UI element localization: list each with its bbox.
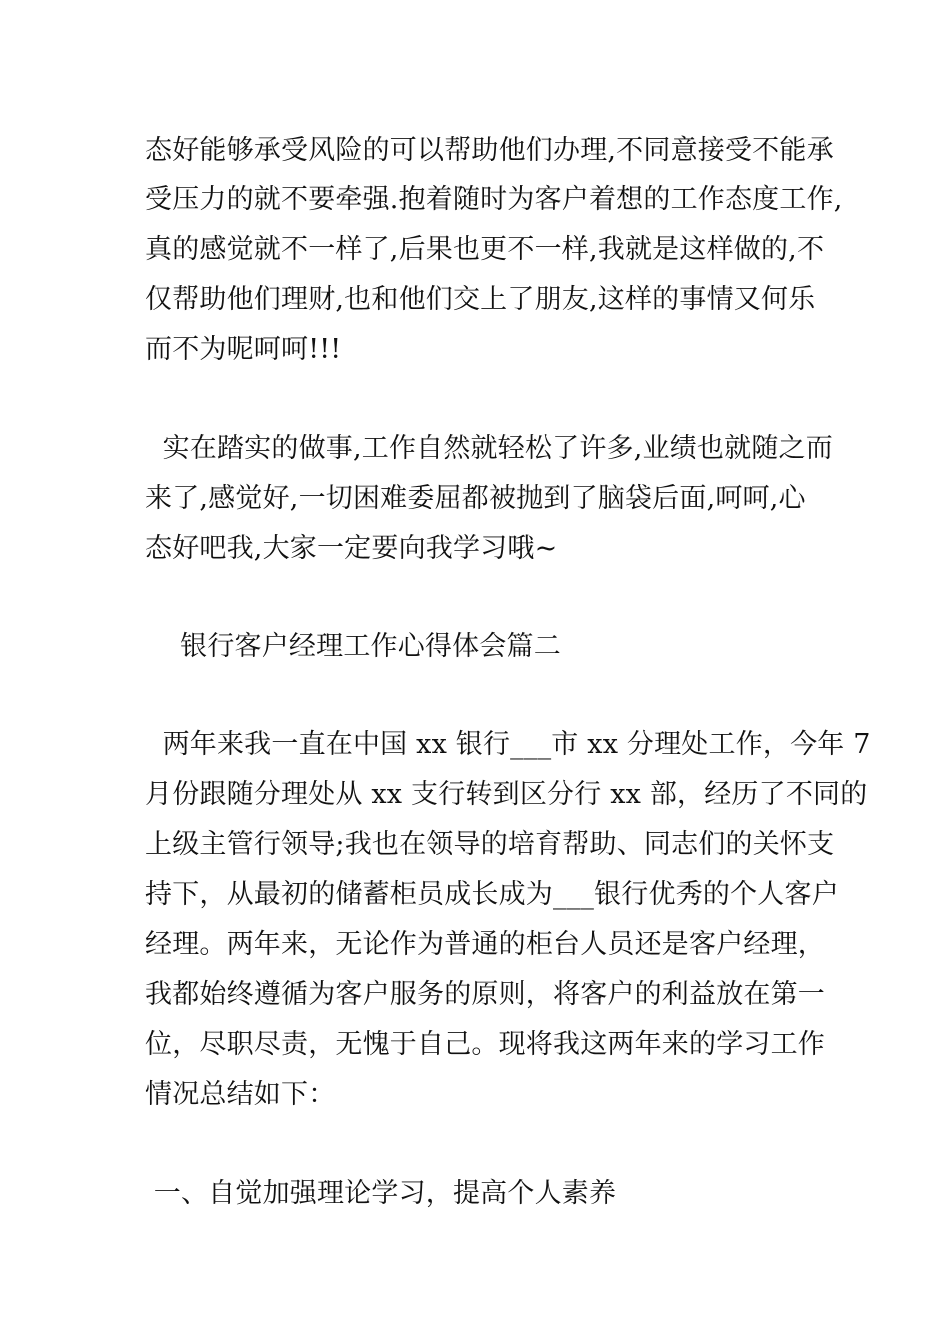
text-line: 仅帮助他们理财,也和他们交上了朋友,这样的事情又何乐 (145, 284, 816, 315)
text-line: 经理。两年来，无论作为普通的柜台人员还是客户经理， (145, 929, 825, 960)
text-line: 两年来我一直在中国 xx 银行___市 xx 分理处工作，今年 7 (145, 729, 871, 760)
text-line: 来了,感觉好,一切困难委屈都被抛到了脑袋后面,呵呵,心 (145, 483, 806, 514)
text-line: 态好吧我,大家一定要向我学习哦~ (145, 533, 558, 564)
text-line: 态好能够承受风险的可以帮助他们办理,不同意接受不能承 (145, 135, 834, 166)
text-line: 我都始终遵循为客户服务的原则，将客户的利益放在第一 (145, 979, 825, 1010)
subsection-heading: 一、自觉加强理论学习，提高个人素养 (145, 1178, 617, 1209)
text-line: 真的感觉就不一样了,后果也更不一样,我就是这样做的,不 (145, 234, 825, 265)
text-line: 月份跟随分理处从 xx 支行转到区分行 xx 部，经历了不同的 (145, 779, 868, 810)
text-line: 实在踏实的做事,工作自然就轻松了许多,业绩也就随之而 (145, 433, 833, 464)
text-line: 上级主管行领导;我也在领导的培育帮助、同志们的关怀支 (145, 829, 835, 860)
text-line: 持下，从最初的储蓄柜员成长成为___银行优秀的个人客户 (145, 879, 839, 910)
text-line: 受压力的就不要牵强.抱着随时为客户着想的工作态度工作, (145, 184, 843, 215)
text-line: 而不为呢呵呵!!! (145, 334, 342, 365)
text-line: 位，尽职尽责，无愧于自己。现将我这两年来的学习工作 (145, 1029, 825, 1060)
text-line: 情况总结如下： (145, 1079, 336, 1110)
section-heading: 银行客户经理工作心得体会篇二 (145, 631, 561, 662)
